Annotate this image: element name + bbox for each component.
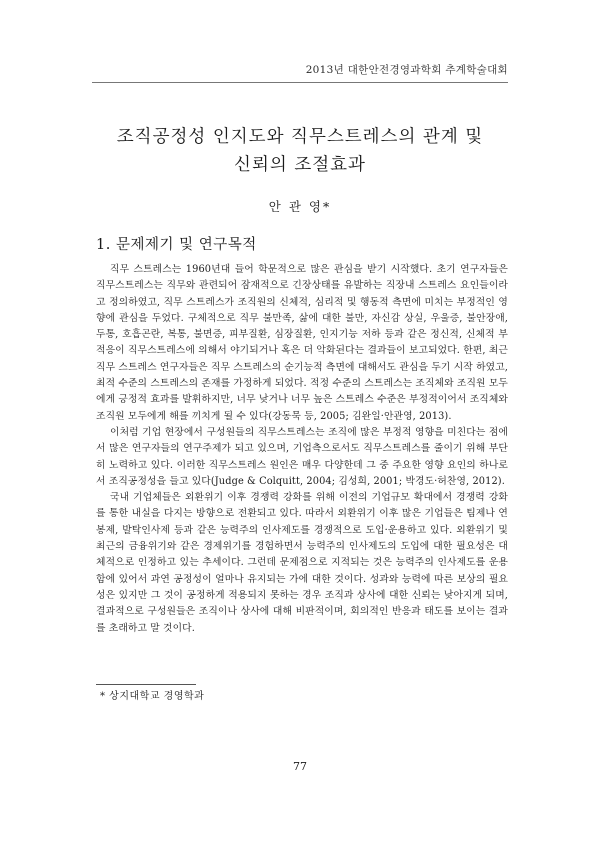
running-head: 2013년 대한안전경영과학회 추계학술대회 bbox=[305, 64, 508, 76]
header-rule bbox=[92, 82, 508, 83]
body-text bbox=[96, 262, 508, 637]
paragraph-3: 국내 기업체들은 외환위기 이후 경쟁력 강화를 위해 이전의 기업규모 확대에서 경쟁력 강화를 통한 내실을 다지는 방향으로 전환되고 있다. 따라서 외환위기 이후 많은 기업들은 팀제나 연봉제, 발탁인사제 등과 같은 능력주의 인사제도를 경쟁적으로 도입·운용하고 있다. 외환위기 및 최근의 금융위기와 같은 경제위기를 경험하면서 능력주의 인사제도의 도입에 대한 필요성은 대체적으로 인정하고 있는 추세이다. 그런데 문제점으로 지적되는 것은 능력주의 인사제도를 운용함에 있어서 과연 공정성이 얼마나 유지되는 가에 대한 것이다. 성과와 능력에 따른 보상의 필요성은 있지만 그 것이 공정하게 적용되지 못하는 경우 조직과 상사에 대한 신뢰는 낮아지게 되며, 결과적으로 구성원들은 조직이나 상사에 대해 비판적이며, 회의적인 반응과 태도를 보이는 결과를 초래하고 말 것이다. bbox=[96, 492, 508, 634]
paper-title bbox=[92, 123, 508, 179]
paper-title-line-1: 조직공정성 인지도와 직무스트레스의 관계 및 bbox=[116, 127, 484, 147]
paper-title-line-2: 신뢰의 조절효과 bbox=[234, 155, 366, 175]
author: 안 관 영* bbox=[268, 199, 332, 214]
paragraph-1: 직무 스트레스는 1960년대 들어 학문적으로 많은 관심을 받기 시작했다. 초기 연구자들은 직무스트레스는 직무와 관련되어 잠재적으로 긴장상태를 유발하는 직장내 스트레스 요인들이라고 정의하였고, 직무 스트레스가 조직원의 신체적, 심리적 및 행동적 측면에 미치는 부정적인 영향에 관심을 두었다. 구체적으로 직무 불만족, 삶에 대한 불만, 자신감 상실, 우울증, 불안장애, 두통, 호흡곤란, 복통, 불면증, 피부질환, 심장질환, 인지기능 저하 등과 같은 정신적, 신체적 부적응이 직무스트레스에 의해서 야기되거나 혹은 더 악화된다는 결과들이 보고되었다. 한편, 최근 직무 스트레스 연구자들은 직무 스트레스의 순기능적 측면에 대해서도 관심을 두기 시작 하였고, 최적 수준의 스트레스의 존재를 가정하게 되었다. 적정 수준의 스트레스는 조직체와 조직원 모두에게 긍정적 효과를 발휘하지만, 너무 낮거나 너무 높은 스트레스 수준은 부정적이어서 조직체와 조직원 모두에게 해를 끼치게 될 수 있다(강동묵 등, 2005; 김완일·안관영, 2013). bbox=[96, 264, 508, 422]
section-heading: 1. 문제제기 및 연구목적 bbox=[96, 237, 257, 253]
footnote-rule bbox=[96, 684, 196, 685]
footnote: * 상지대학교 경영학과 bbox=[100, 691, 205, 702]
page-number: 77 bbox=[293, 760, 307, 773]
paragraph-2: 이처럼 기업 현장에서 구성원들의 직무스트레스는 조직에 많은 부정적 영향을 미친다는 점에서 많은 연구자들의 연구주제가 되고 있으며, 기업측으로서도 직무스트레스를 줄이기 위해 부단히 노력하고 있다. 이러한 직무스트레스 원인은 매우 다양한데 그 중 주요한 영향 요인의 하나로서 조직공정성을 들고 있다(Judge & Colquitt, 2004; 김성희, 2001; 박경도·허찬영, 2012). bbox=[96, 426, 508, 487]
